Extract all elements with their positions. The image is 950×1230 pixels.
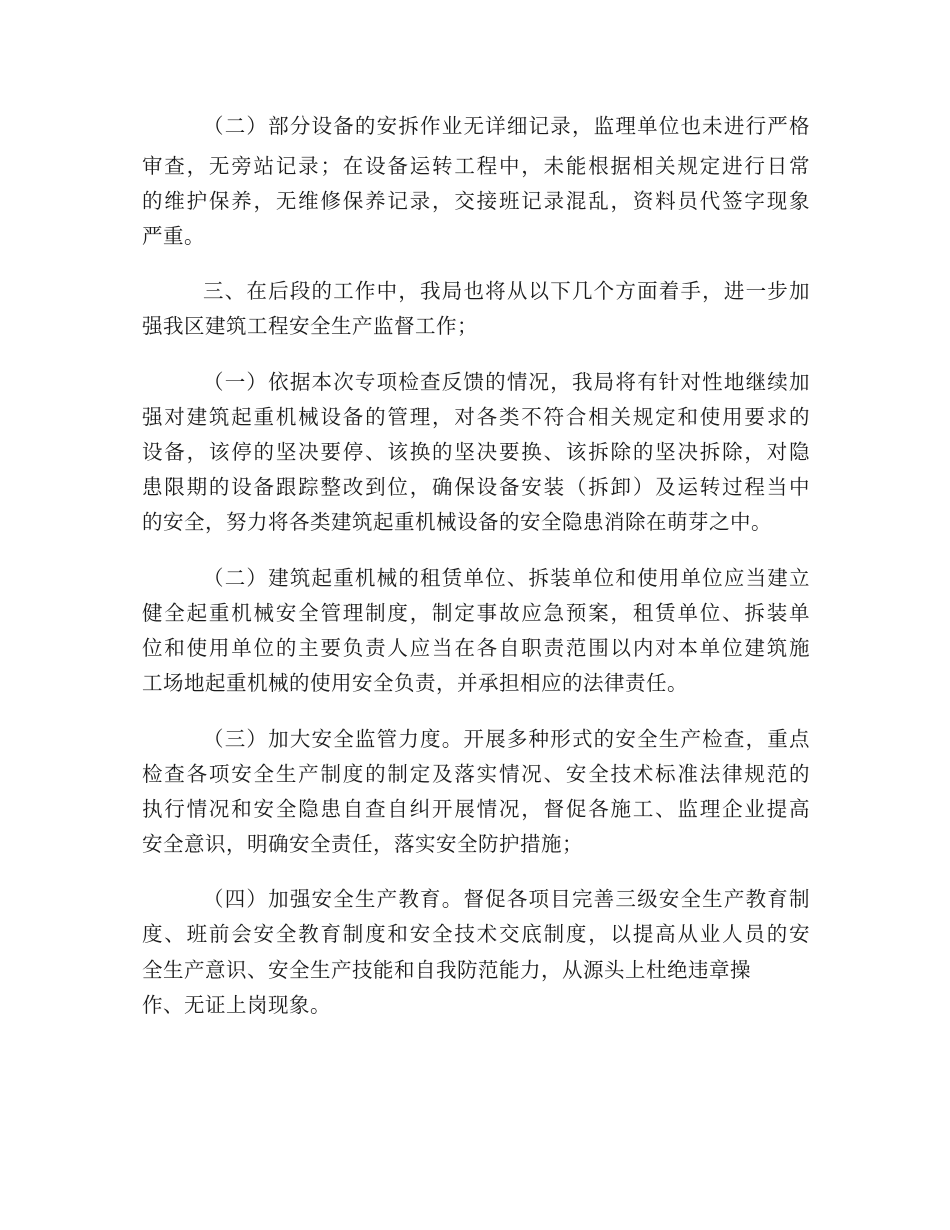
paragraph-line: 的安全，努力将各类建筑起重机械设备的安全隐患消除在萌芽之中。 [142,510,772,534]
paragraph-line: 检查各项安全生产制度的制定及落实情况、安全技术标准法律规范的 [142,762,810,786]
paragraph-line: 严重。 [142,224,205,248]
paragraph-line: 执行情况和安全隐患自查自纠开展情况，督促各施工、监理企业提高 [142,797,810,821]
paragraph-line: 强我区建筑工程安全生产监督工作； [142,314,478,338]
paragraph-line: 设备，该停的坚决要停、该换的坚决要换、该拆除的坚决拆除，对隐 [142,440,810,464]
paragraph-line: （一）依据本次专项检查反馈的情况，我局将有针对性地继续加 [203,370,810,394]
paragraph-line: 工场地起重机械的使用安全负责，并承担相应的法律责任。 [142,671,688,695]
paragraph-line: 位和使用单位的主要负责人应当在各自职责范围以内对本单位建筑施 [142,636,810,660]
paragraph-line: 健全起重机械安全管理制度，制定事故应急预案，租赁单位、拆装单 [142,601,810,625]
paragraph-line: 的维护保养，无维修保养记录，交接班记录混乱，资料员代签字现象 [142,189,810,213]
paragraph-line: 作、无证上岗现象。 [142,993,331,1017]
paragraph-line: 三、在后段的工作中，我局也将从以下几个方面着手，进一步加 [203,279,810,303]
paragraph-line: 患限期的设备跟踪整改到位，确保设备安装（拆卸）及运转过程当中 [142,475,810,499]
paragraph-line: 审查，无旁站记录；在设备运转工程中，未能根据相关规定进行日常 [142,154,810,178]
paragraph-line: 全生产意识、安全生产技能和自我防范能力，从源头上杜绝违章操 [142,958,751,982]
paragraph-line: （三）加大安全监管力度。开展多种形式的安全生产检查，重点 [203,727,810,751]
paragraph-line: 度、班前会安全教育制度和安全技术交底制度，以提高从业人员的安 [142,922,810,946]
paragraph-line: （二）部分设备的安拆作业无详细记录，监理单位也未进行严格 [203,114,810,138]
paragraph-line: （四）加强安全生产教育。督促各项目完善三级安全生产教育制 [203,887,810,911]
paragraph-line: 安全意识，明确安全责任，落实安全防护措施； [142,832,583,856]
paragraph-line: （二）建筑起重机械的租赁单位、拆装单位和使用单位应当建立 [203,566,810,590]
paragraph-line: 强对建筑起重机械设备的管理，对各类不符合相关规定和使用要求的 [142,405,810,429]
